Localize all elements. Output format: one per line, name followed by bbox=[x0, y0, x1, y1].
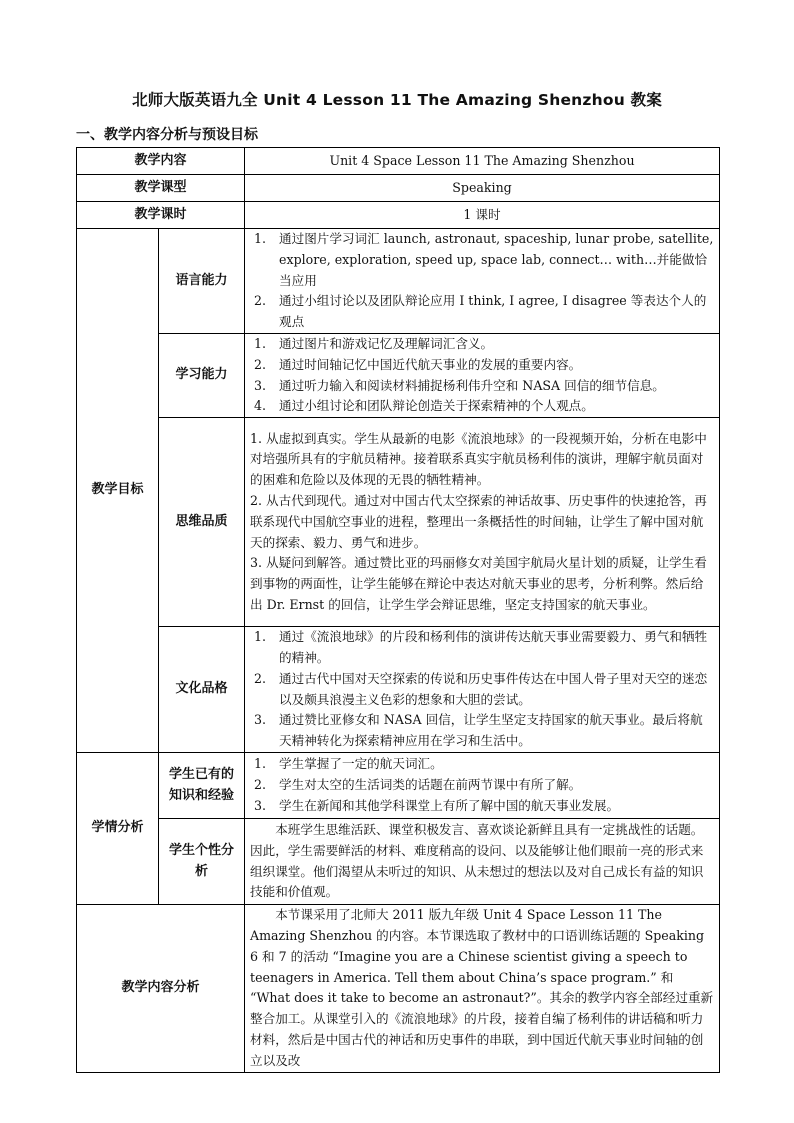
list-item-text: 通过古代中国对天空探索的传说和历史事件传达在中国人骨子里对天空的迷恋以及颇具浪漫主义色彩的想象和大胆的尝试。 bbox=[279, 670, 708, 707]
table-row bbox=[77, 148, 720, 175]
table-row bbox=[77, 819, 720, 905]
table-row bbox=[77, 753, 720, 819]
list-item: 4. 通过小组讨论和团队辩论创造关于探索精神的个人观点。 bbox=[254, 398, 594, 414]
list-item-text: 学生对太空的生活词类的话题在前两节课中有所了解。 bbox=[279, 777, 582, 793]
thinking-cell bbox=[245, 418, 720, 627]
analysis-label: 学情分析 bbox=[77, 753, 159, 905]
list-item-text: 通过听力输入和阅读材料捕捉杨利伟升空和 NASA 回信的细节信息。 bbox=[279, 377, 665, 393]
language-label: 语言能力 bbox=[159, 229, 245, 334]
list-item-text: 通过图片和游戏记忆及理解词汇含义。 bbox=[279, 335, 494, 351]
experience-cell bbox=[245, 753, 720, 819]
list-item: 1. 通过图片和游戏记忆及理解词汇含义。 bbox=[254, 335, 494, 351]
content-analysis-text: 本节课采用了北师大 2011 版九年级 Unit 4 Space Lesson 11 The Amazing Shenzhou 的内容。本节课选取了教材中的口语训练话题的 Speaking 6 和 7 的活动 “Imagine you are a Chinese scientist giving a speech to teenagers in America. Tell them about China’s space program.” 和 “What does it take to become an astronaut?”。其余的教学内容全部经过重新整合加工。从课堂引入的《流浪地球》的片段，接着自编了杨利伟的讲话稿和听力材料，然后是中国古代的神话和历史事件的串联，到中国近代航天事业时间轴的创立以及改 bbox=[250, 907, 714, 1068]
learning-list bbox=[250, 334, 714, 417]
list-item-text: 通过赞比亚修女和 NASA 回信，让学生坚定支持国家的航天事业。最后将航天精神转化为探索精神应用在学习和生活中。 bbox=[279, 712, 703, 749]
list-item: 3. 通过听力输入和阅读材料捕捉杨利伟升空和 NASA 回信的细节信息。 bbox=[254, 377, 665, 393]
list-item-text: 学生掌握了一定的航天词汇。 bbox=[279, 756, 443, 772]
thinking-paragraph: 2. 从古代到现代。通过对中国古代太空探索的神话故事、历史事件的快速抢答，再联系现代中国航空事业的进程，整理出一条概括性的时间轴，让学生了解中国对航天的探索、毅力、勇气和进步。 bbox=[250, 492, 707, 550]
table-row bbox=[77, 175, 720, 202]
type-value: Speaking bbox=[245, 175, 720, 202]
culture-label: 文化品格 bbox=[159, 627, 245, 753]
lesson-plan-table bbox=[76, 147, 720, 1073]
list-item-text: 通过《流浪地球》的片段和杨利伟的演讲传达航天事业需要毅力、勇气和牺牲的精神。 bbox=[279, 629, 708, 666]
table-row bbox=[77, 905, 720, 1072]
culture-list bbox=[250, 627, 714, 752]
personality-cell bbox=[245, 819, 720, 905]
experience-label: 学生已有的知识和经验 bbox=[159, 753, 245, 819]
content-analysis-cell bbox=[245, 905, 720, 1072]
list-item-text: 通过图片学习词汇 launch, astronaut, spaceship, lunar probe, satellite, explore, exploration, speed up, space lab, connect… with…并能做恰当应用 bbox=[279, 231, 714, 288]
language-list bbox=[250, 229, 714, 333]
learning-label: 学习能力 bbox=[159, 333, 245, 417]
list-item-text: 通过时间轴记忆中国近代航天事业的发展的重要内容。 bbox=[279, 356, 582, 372]
list-item: 2. 通过古代中国对天空探索的传说和历史事件传达在中国人骨子里对天空的迷恋以及颇具浪漫主义色彩的想象和大胆的尝试。 bbox=[254, 670, 708, 707]
table-row bbox=[77, 627, 720, 753]
thinking-paragraph: 3. 从疑问到解答。通过赞比亚的玛丽修女对美国宇航局火星计划的质疑，让学生看到事物的两面性，让学生能够在辩论中表达对航天事业的思考，分析利弊。然后给出 Dr. Ernst 的回信，让学生学会辩证思维，坚定支持国家的航天事业。 bbox=[250, 555, 707, 612]
table-row bbox=[77, 229, 720, 334]
type-label: 教学课型 bbox=[77, 175, 245, 202]
personality-label: 学生个性分析 bbox=[159, 819, 245, 905]
list-item: 3. 学生在新闻和其他学科课堂上有所了解中国的航天事业发展。 bbox=[254, 798, 620, 814]
list-item: 2. 通过时间轴记忆中国近代航天事业的发展的重要内容。 bbox=[254, 356, 582, 372]
goals-label: 教学目标 bbox=[77, 229, 159, 753]
language-cell bbox=[245, 229, 720, 334]
table-row bbox=[77, 418, 720, 627]
list-item: 3. 通过赞比亚修女和 NASA 回信，让学生坚定支持国家的航天事业。最后将航天精神转化为探索精神应用在学习和生活中。 bbox=[254, 712, 703, 749]
list-item-text: 通过小组讨论和团队辩论创造关于探索精神的个人观点。 bbox=[279, 398, 594, 414]
list-item-text: 通过小组讨论以及团队辩论应用 I think, I agree, I disagree 等表达个人的观点 bbox=[279, 293, 707, 330]
table-row bbox=[77, 202, 720, 229]
list-item: 1. 通过图片学习词汇 launch, astronaut, spaceship, lunar probe, satellite, explore, exploration, speed up, space lab, connect… with…并能做恰当应用 bbox=[254, 231, 714, 288]
list-item-text: 学生在新闻和其他学科课堂上有所了解中国的航天事业发展。 bbox=[279, 798, 620, 814]
list-item: 1. 通过《流浪地球》的片段和杨利伟的演讲传达航天事业需要毅力、勇气和牺牲的精神。 bbox=[254, 629, 708, 666]
table-row bbox=[77, 333, 720, 417]
list-item: 2. 学生对太空的生活词类的话题在前两节课中有所了解。 bbox=[254, 777, 582, 793]
content-label: 教学内容 bbox=[77, 148, 245, 175]
learning-cell bbox=[245, 333, 720, 417]
personality-text: 本班学生思维活跃、课堂积极发言、喜欢谈论新鲜且具有一定挑战性的话题。因此，学生需要鲜活的材料、难度稍高的设问、以及能够让他们眼前一亮的形式来组织课堂。他们渴望从未听过的知识、从未想过的想法以及对自己成长有益的知识技能和价值观。 bbox=[250, 822, 704, 900]
content-analysis-label: 教学内容分析 bbox=[77, 905, 245, 1072]
hours-label: 教学课时 bbox=[77, 202, 245, 229]
experience-list bbox=[250, 754, 714, 816]
thinking-paragraph: 1. 从虚拟到真实。学生从最新的电影《流浪地球》的一段视频开始，分析在电影中对培强所具有的宇航员精神。接着联系真实宇航员杨利伟的演讲，理解宇航员面对的困难和危险以及体现的无畏的牺牲精神。 bbox=[250, 430, 707, 488]
section-heading: 一、教学内容分析与预设目标 bbox=[76, 127, 258, 143]
hours-value: 1 课时 bbox=[245, 202, 720, 229]
list-item: 2. 通过小组讨论以及团队辩论应用 I think, I agree, I disagree 等表达个人的观点 bbox=[254, 293, 707, 330]
document-title: 北师大版英语九全 Unit 4 Lesson 11 The Amazing Shenzhou 教案 bbox=[132, 91, 662, 109]
content-value: Unit 4 Space Lesson 11 The Amazing Shenzhou bbox=[245, 148, 720, 175]
culture-cell bbox=[245, 627, 720, 753]
thinking-label: 思维品质 bbox=[159, 418, 245, 627]
list-item: 1. 学生掌握了一定的航天词汇。 bbox=[254, 756, 443, 772]
